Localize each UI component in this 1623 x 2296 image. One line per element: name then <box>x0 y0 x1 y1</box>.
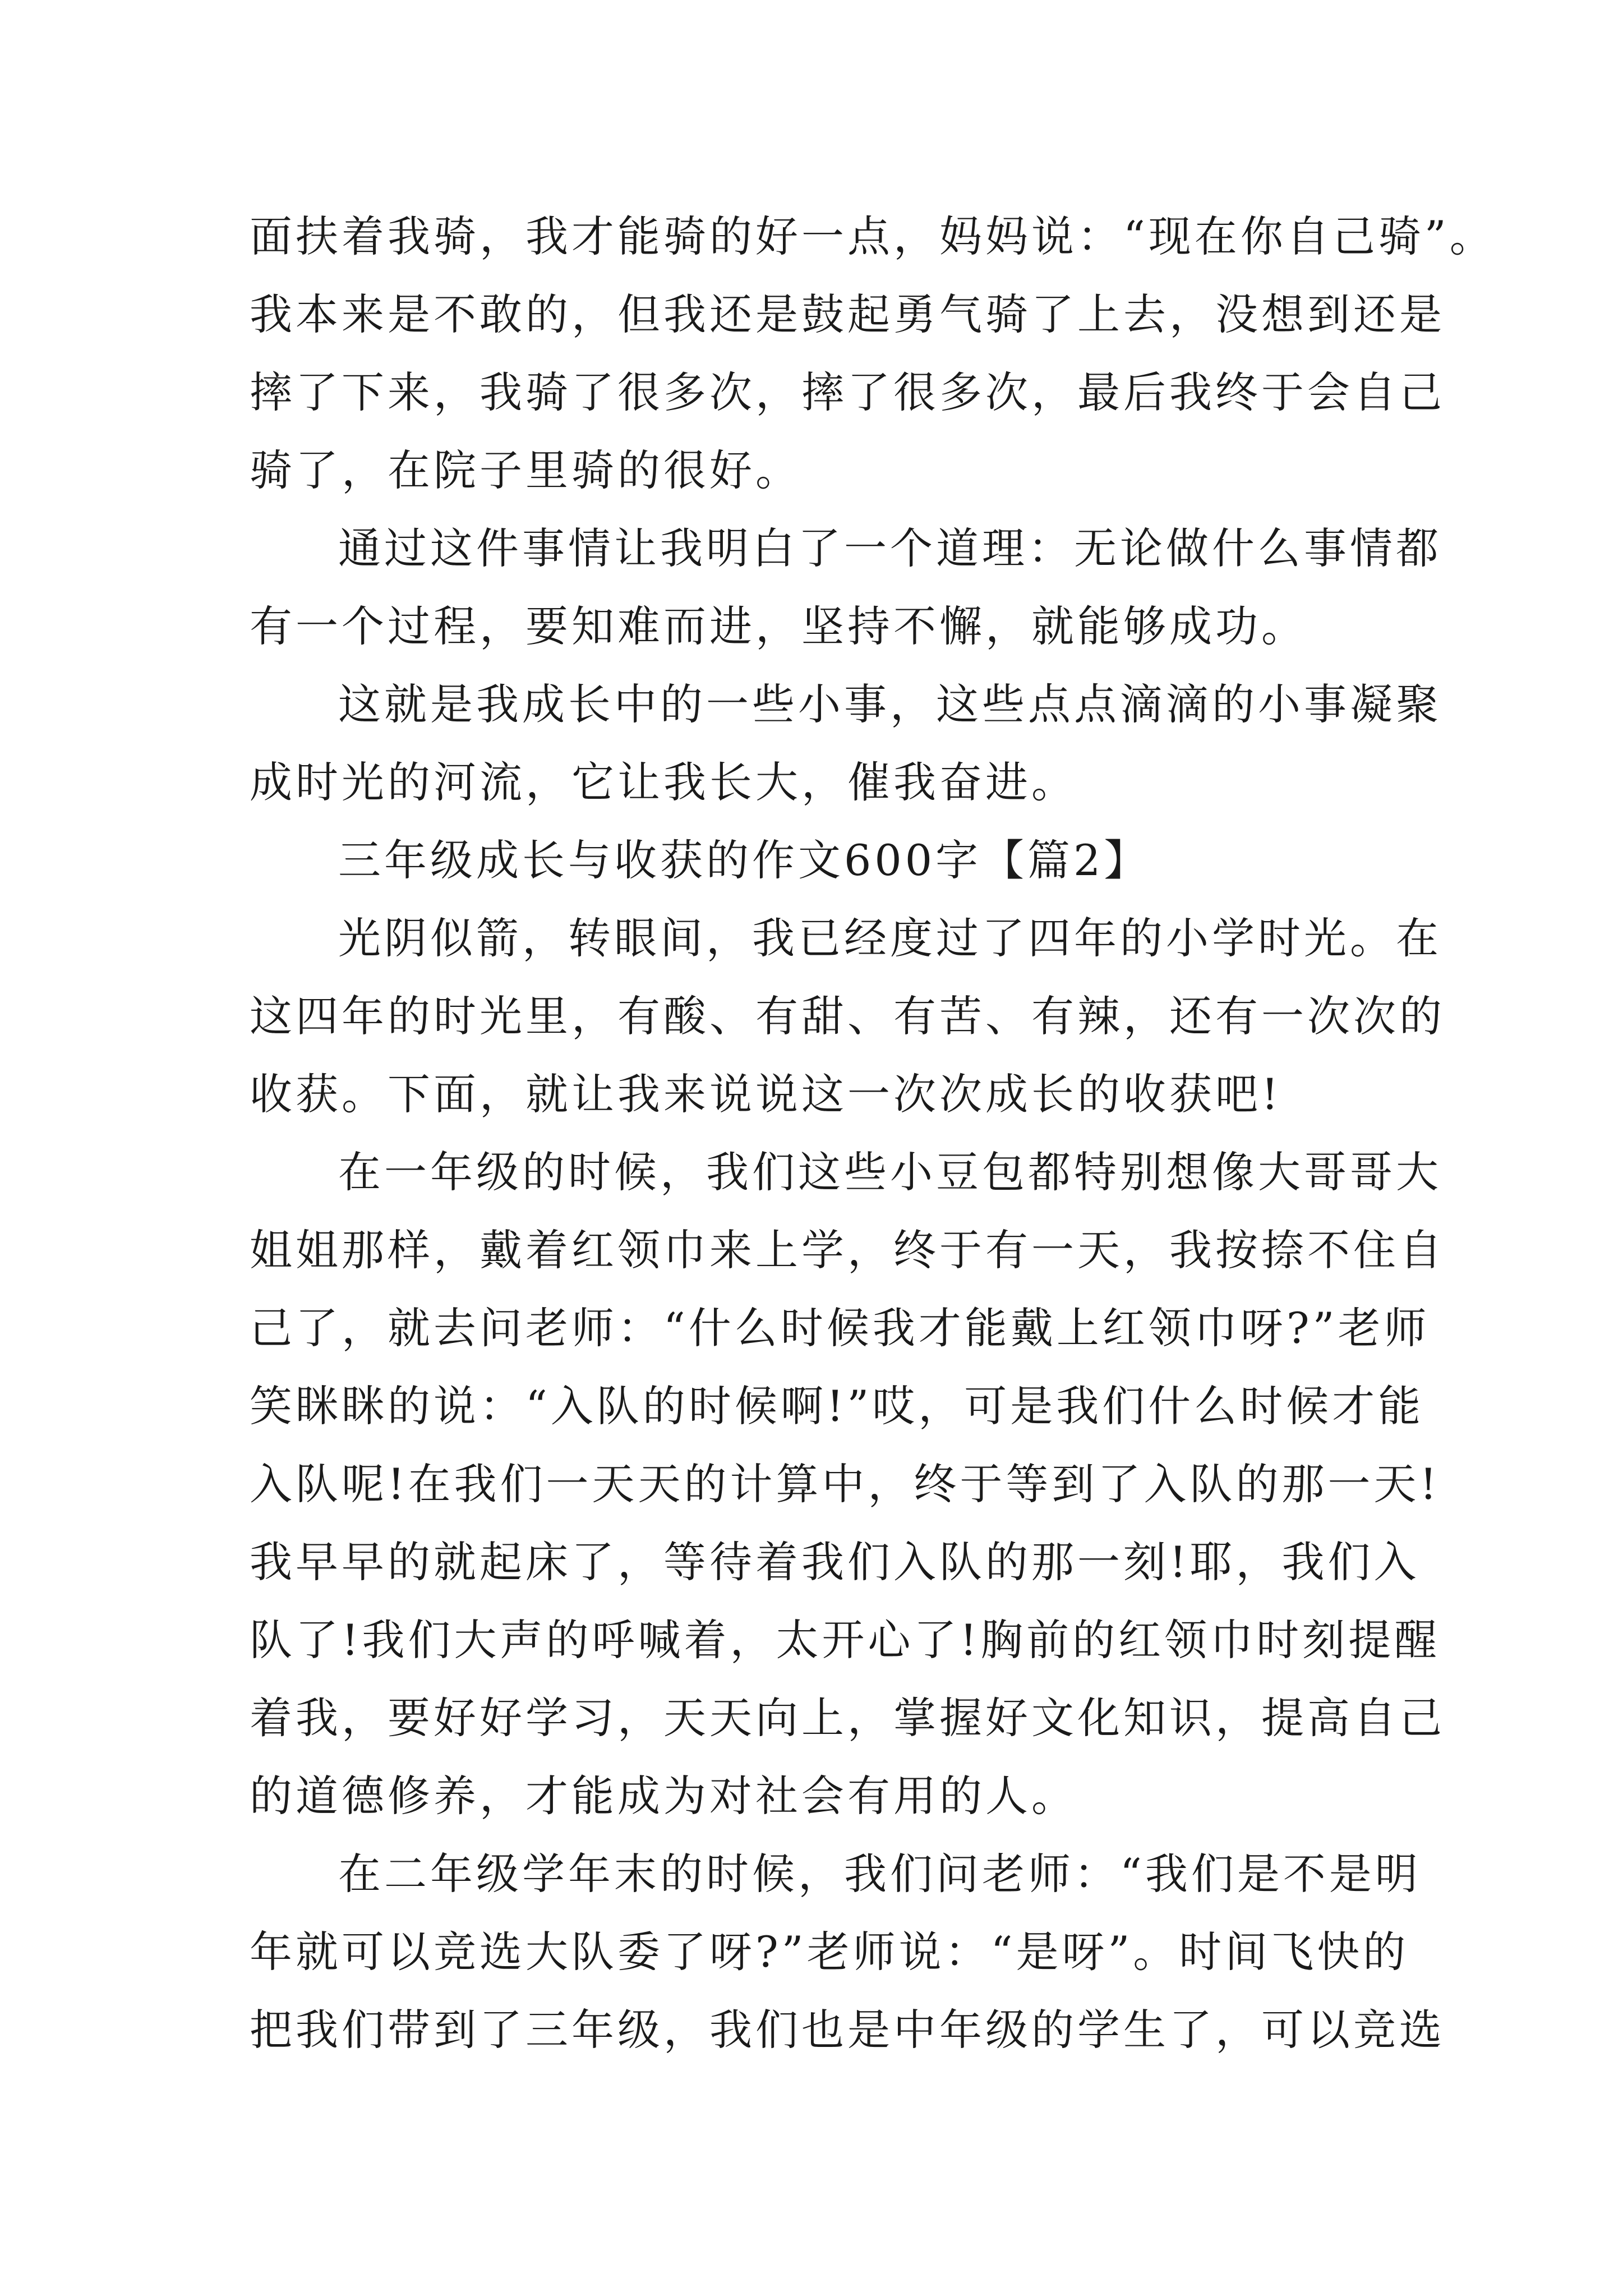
text-line: 队了!我们大声的呼喊着，太开心了!胸前的红领巾时刻提醒 <box>250 1615 1441 1665</box>
text-line: 有一个过程，要知难而进，坚持不懈，就能够成功。 <box>250 601 1307 651</box>
text-line: 入队呢!在我们一天天的计算中，终于等到了入队的那一天! <box>250 1459 1441 1509</box>
text-line: 三年级成长与收获的作文600字【篇2】 <box>338 835 1150 885</box>
text-line: 姐姐那样，戴着红领巾来上学，终于有一天，我按捺不住自 <box>250 1225 1445 1275</box>
text-line: 面扶着我骑，我才能骑的好一点，妈妈说：“现在你自己骑”。 <box>250 211 1496 261</box>
text-line: 摔了下来，我骑了很多次，摔了很多次，最后我终于会自己 <box>250 367 1445 417</box>
text-line: 我早早的就起床了，等待着我们入队的那一刻!耶，我们入 <box>250 1537 1420 1587</box>
text-line: 的道德修养，才能成为对社会有用的人。 <box>250 1771 1077 1821</box>
text-line: 在二年级学年末的时候，我们问老师：“我们是不是明 <box>338 1849 1421 1899</box>
text-line: 这就是我成长中的一些小事，这些点点滴滴的小事凝聚 <box>338 679 1442 729</box>
text-line: 己了，就去问老师：“什么时候我才能戴上红领巾呀?”老师 <box>250 1303 1430 1353</box>
text-line: 光阴似箭，转眼间，我已经度过了四年的小学时光。在 <box>338 913 1442 963</box>
text-line: 这四年的时光里，有酸、有甜、有苦、有辣，还有一次次的 <box>250 991 1445 1041</box>
text-line: 通过这件事情让我明白了一个道理：无论做什么事情都 <box>338 523 1442 573</box>
text-line: 我本来是不敢的，但我还是鼓起勇气骑了上去，没想到还是 <box>250 289 1445 339</box>
text-line: 骑了，在院子里骑的很好。 <box>250 445 801 495</box>
text-line: 成时光的河流，它让我长大，催我奋进。 <box>250 757 1077 807</box>
text-line: 笑眯眯的说：“入队的时候啊!”哎，可是我们什么时候才能 <box>250 1381 1424 1431</box>
text-line: 收获。下面，就让我来说说这一次次成长的收获吧! <box>250 1069 1282 1119</box>
text-line: 在一年级的时候，我们这些小豆包都特别想像大哥哥大 <box>338 1147 1442 1197</box>
text-line: 着我，要好好学习，天天向上，掌握好文化知识，提高自己 <box>250 1693 1445 1743</box>
document-body <box>250 197 1496 2069</box>
text-line: 把我们带到了三年级，我们也是中年级的学生了，可以竞选 <box>250 2005 1445 2055</box>
text-line: 年就可以竞选大队委了呀?”老师说：“是呀”。时间飞快的 <box>250 1927 1409 1977</box>
